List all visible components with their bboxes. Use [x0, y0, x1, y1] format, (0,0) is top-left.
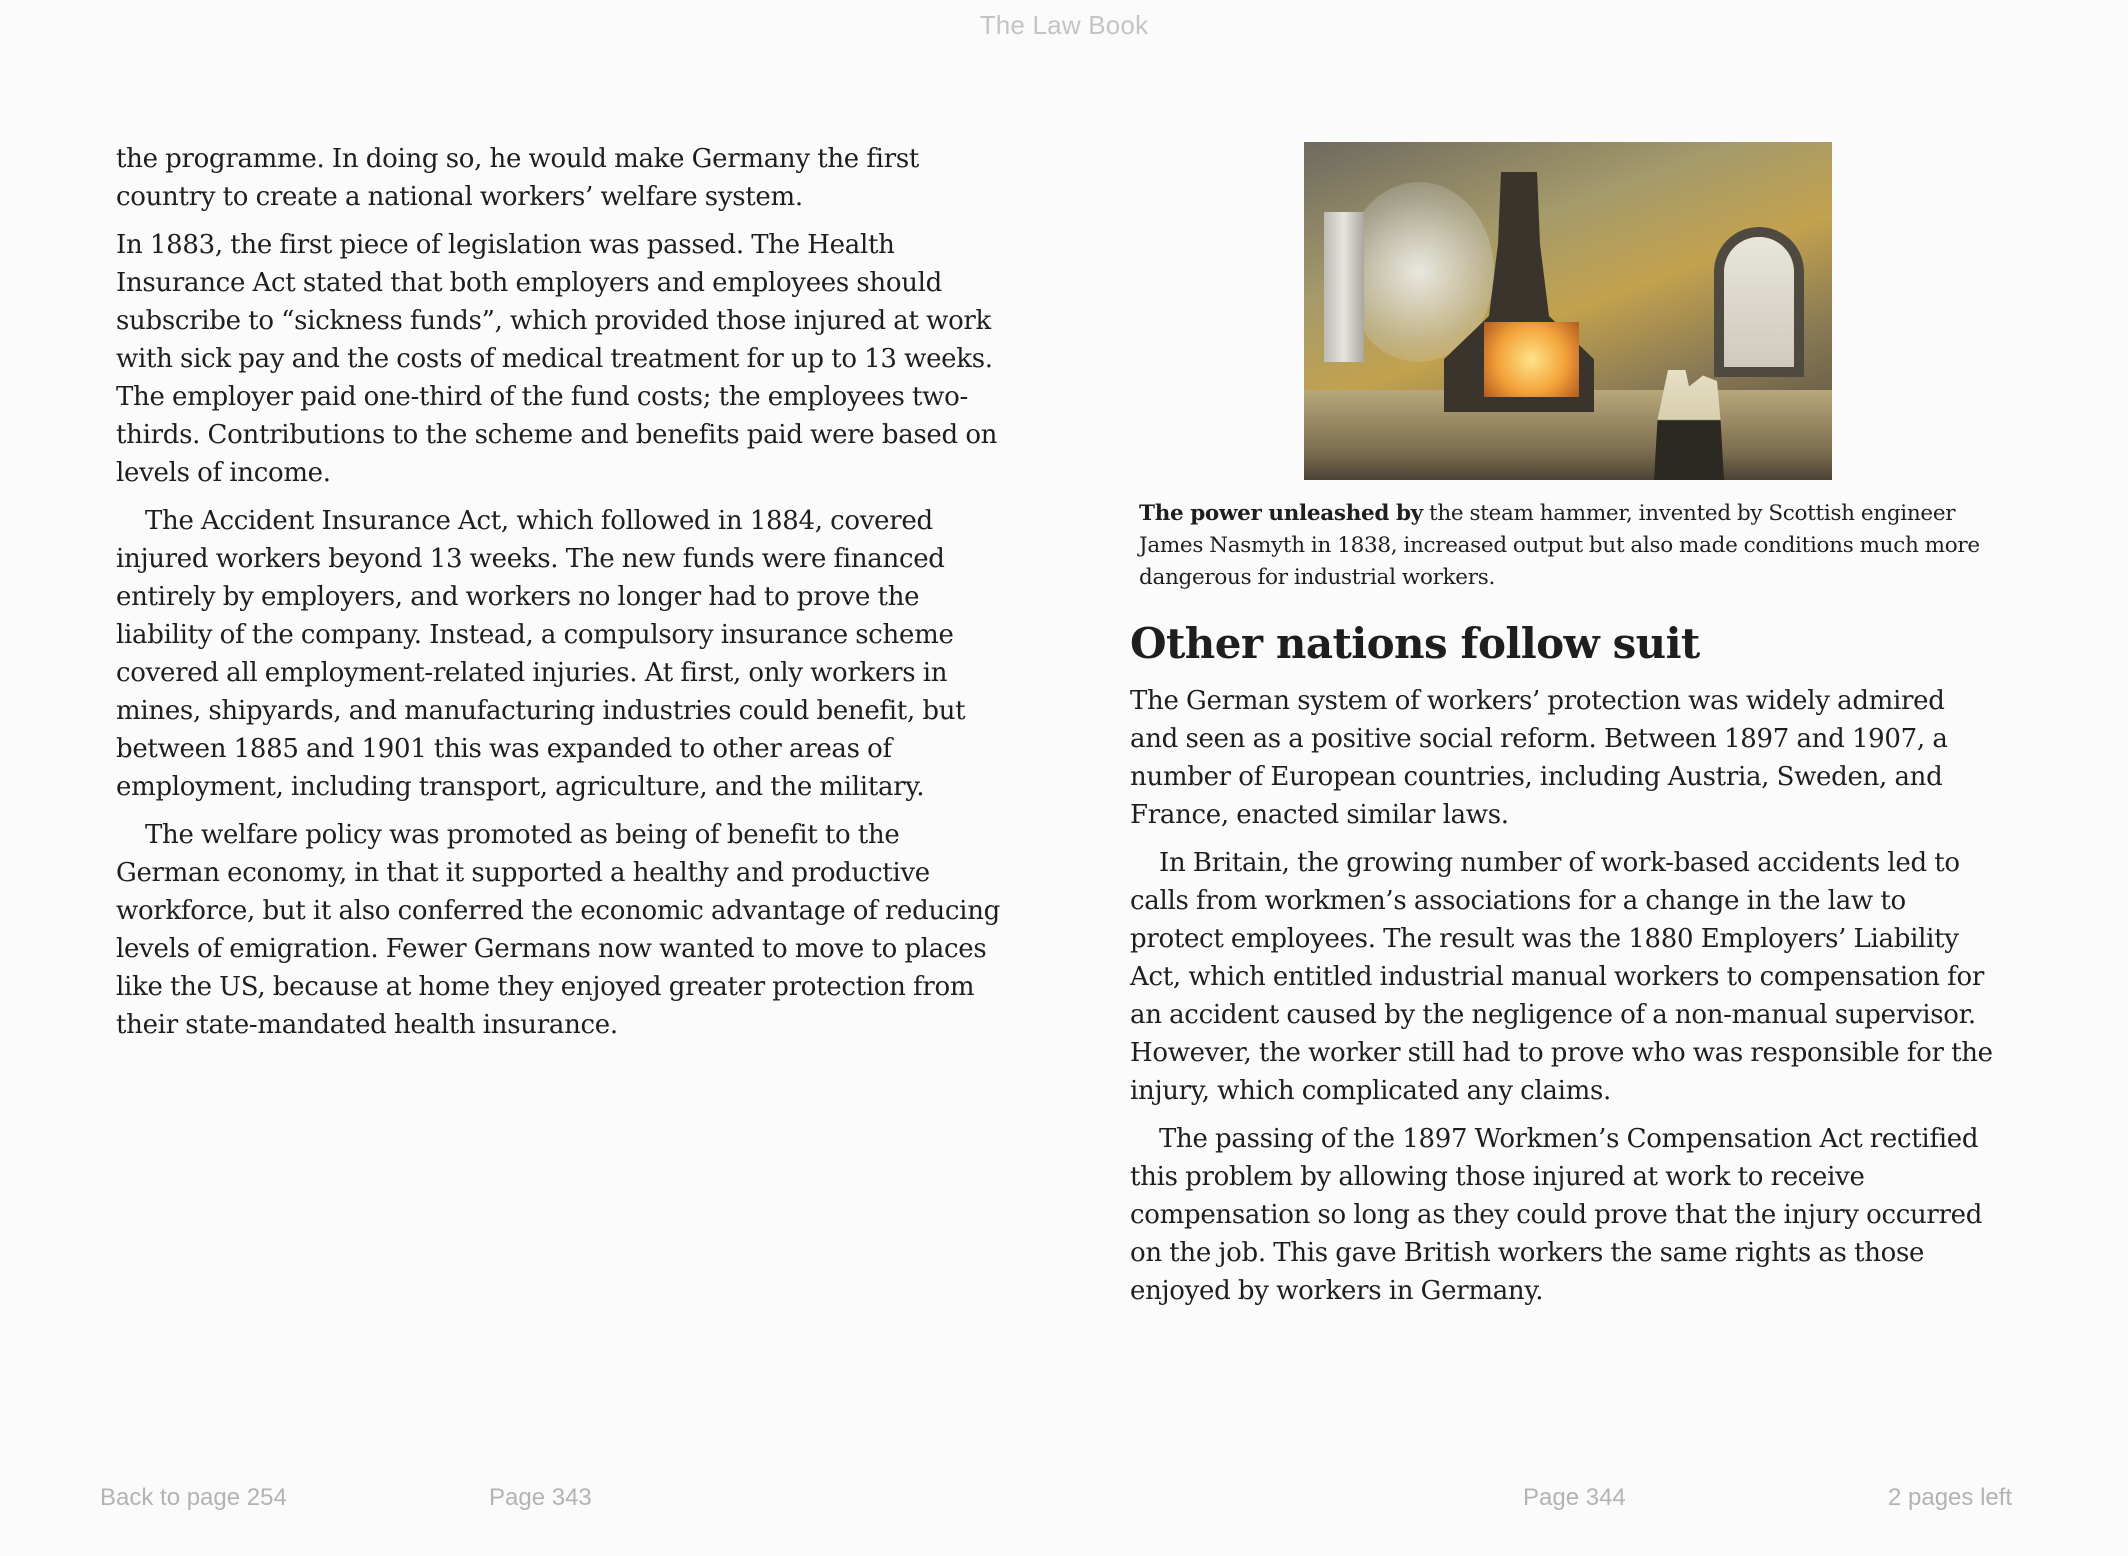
- book-title: The Law Book: [979, 10, 1149, 40]
- paragraph: The German system of workers’ protection was widely admired and seen as a positive social reform. Between 1897 and 1907, a number of European countries, including Austria, Sweden, and France, enacted similar laws.: [1130, 686, 1948, 830]
- steam-hammer-illustration[interactable]: [1304, 142, 1832, 480]
- figure-caption: [1139, 498, 1999, 594]
- pages-left-indicator: 2 pages left: [1888, 1484, 2013, 1511]
- section-body: [1130, 682, 2000, 1310]
- left-page-number: Page 343: [489, 1484, 592, 1511]
- workers-shape: [1654, 370, 1724, 480]
- back-to-page-link[interactable]: Back to page 254: [100, 1484, 287, 1511]
- pillar-shape: [1324, 212, 1364, 362]
- right-page: [1128, 140, 2000, 1320]
- archway-shape: [1724, 237, 1794, 367]
- paragraph: the programme. In doing so, he would make Germany the first country to create a national workers’ welfare system.: [116, 144, 920, 212]
- forge-glow-shape: [1484, 322, 1579, 397]
- paragraph: In 1883, the first piece of legislation was passed. The Health Insurance Act stated that both employers and employees should subscribe to “sickness funds”, which provided those injured at work with sick pay and the costs of medical treatment for up to 13 weeks. The employer paid one-third of the fund costs; the employees two-thirds. Contributions to the scheme and benefits paid were based on levels of income.: [116, 230, 998, 488]
- paragraph: The Accident Insurance Act, which followed in 1884, covered injured workers beyond 13 weeks. The new funds were financed entirely by employers, and workers no longer had to prove the liability of the company. Instead, a compulsory insurance scheme covered all employment-related injuries. At first, only workers in mines, shipyards, and manufacturing industries could benefit, but between 1885 and 1901 this was expanded to other areas of employment, including transport, agriculture, and the military.: [116, 506, 966, 802]
- paragraph: The passing of the 1897 Workmen’s Compensation Act rectified this problem by allowing those injured at work to receive compensation so long as they could prove that the injury occurred on the job. This gave British workers the same rights as those enjoyed by workers in Germany.: [1130, 1124, 1983, 1306]
- left-page: [116, 140, 1006, 1054]
- right-page-number: Page 344: [1523, 1484, 1626, 1511]
- caption-text: the steam hammer, invented by Scottish engineer James Nasmyth in 1838, increased output but also made conditions much more dangerous for industrial workers.: [1139, 501, 1980, 590]
- paragraph: The welfare policy was promoted as being of benefit to the German economy, in that it supported a healthy and productive workforce, but it also conferred the economic advantage of reducing levels of emigration. Fewer Germans now wanted to move to places like the US, because at home they enjoyed greater protection from their state-mandated health insurance.: [116, 820, 1000, 1040]
- caption-lead: The power unleashed by: [1139, 501, 1423, 526]
- paragraph: In Britain, the growing number of work-based accidents led to calls from workmen’s associations for a change in the law to protect employees. The result was the 1880 Employers’ Liability Act, which entitled industrial manual workers to compensation for an accident caused by the negligence of a non-manual supervisor. However, the worker still had to prove who was responsible for the injury, which complicated any claims.: [1130, 848, 1993, 1106]
- section-heading: Other nations follow suit: [1130, 619, 1700, 668]
- figure: [1128, 142, 2000, 594]
